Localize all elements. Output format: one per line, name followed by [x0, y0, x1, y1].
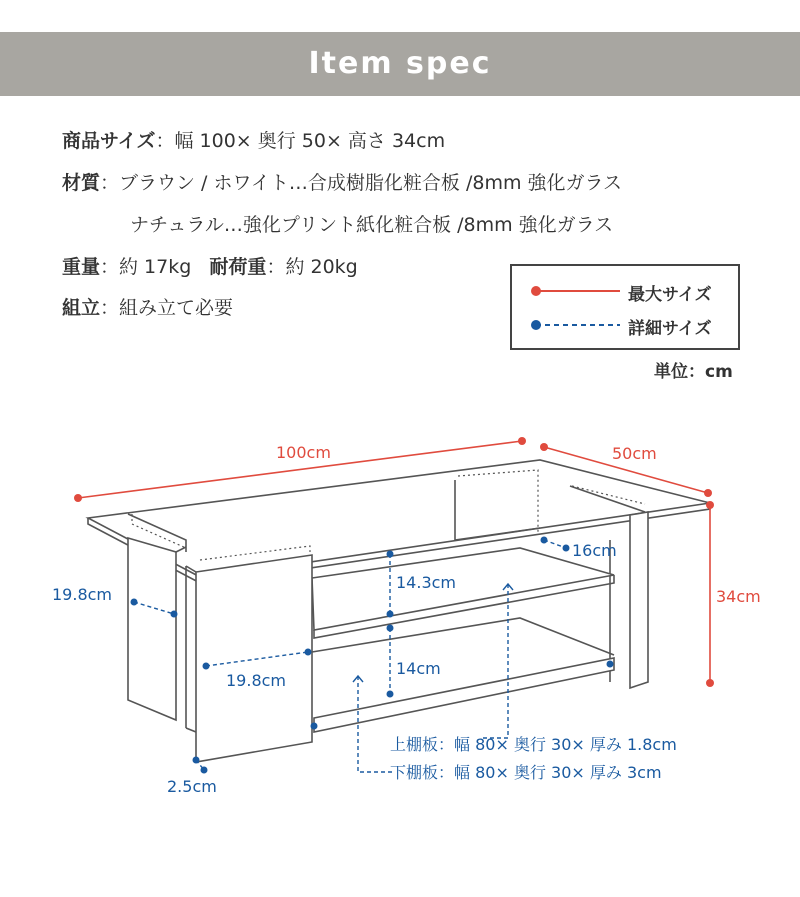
section-title-banner: Item spec — [0, 32, 800, 96]
detail-dot — [193, 757, 200, 764]
lower-shelf-front — [314, 658, 614, 732]
width-dim-dot-right — [518, 437, 526, 445]
detail-dot — [203, 663, 210, 670]
detail-dot — [541, 537, 548, 544]
detail-dot — [563, 545, 570, 552]
spec-size-value: ：幅 100× 奥行 50× 高さ 34cm — [155, 130, 446, 152]
front-left-panel — [196, 555, 312, 762]
upper-shelf-spec: 上棚板：幅 80× 奥行 30× 厚み 1.8cm — [390, 735, 677, 754]
lower-shelf-spec: 下棚板：幅 80× 奥行 30× 厚み 3cm — [390, 763, 662, 782]
glass-top — [88, 460, 710, 578]
spec-material-value-1: ：ブラウン / ホワイト…合成樹脂化粧合板 /8mm 強化ガラス — [100, 172, 622, 194]
front-width-label: 19.8cm — [226, 671, 287, 690]
height-dim-dot-bottom — [706, 679, 714, 687]
unit-label: 単位：cm — [654, 362, 733, 382]
right-side-panel — [630, 512, 648, 688]
detail-dot — [171, 611, 178, 618]
depth-dim-dot-left — [540, 443, 548, 451]
lower-shelf-top — [312, 618, 614, 655]
spec-load-label: 耐荷重 — [209, 256, 267, 278]
lower-gap-label: 14cm — [396, 659, 441, 678]
detail-dot — [131, 599, 138, 606]
depth-label: 50cm — [612, 444, 657, 463]
detail-dot — [201, 767, 208, 774]
inner-depth-line — [544, 540, 566, 548]
detail-dot — [305, 649, 312, 656]
panel-thickness-label: 2.5cm — [167, 777, 217, 796]
spec-material-value-2: ナチュラル…強化プリント紙化粧合板 /8mm 強化ガラス — [130, 214, 614, 236]
spec-weight-label: 重量 — [62, 256, 101, 278]
table-drawing — [88, 460, 710, 762]
spec-weight-value: ：約 17kg — [100, 256, 192, 278]
legend-detail-size-label: 詳細サイズ — [628, 319, 712, 339]
spec-load-value: ：約 20kg — [266, 256, 358, 278]
detail-dot — [607, 661, 614, 668]
side-width-label: 19.8cm — [52, 585, 113, 604]
detail-dot — [311, 723, 318, 730]
detail-dot — [387, 551, 394, 558]
detail-dot — [387, 625, 394, 632]
depth-dim-dot-right — [704, 489, 712, 497]
width-dim-dot-left — [74, 494, 82, 502]
width-label: 100cm — [276, 443, 331, 462]
height-label: 34cm — [716, 587, 761, 606]
spec-material-label: 材質 — [62, 172, 101, 194]
left-side-panel — [128, 538, 176, 720]
spec-assembly-value: ：組み立て必要 — [100, 297, 234, 319]
upper-gap-label: 14.3cm — [396, 573, 457, 592]
front-left-panel-bottom — [186, 728, 196, 732]
lower-shelf-leader — [358, 676, 392, 772]
spec-assembly-label: 組立 — [62, 297, 101, 319]
legend-max-size-label: 最大サイズ — [628, 285, 712, 305]
height-dim-dot-top — [706, 501, 714, 509]
inner-depth-label: 16cm — [572, 541, 617, 560]
detail-dot — [387, 691, 394, 698]
spec-size-label: 商品サイズ — [62, 130, 156, 152]
detail-dot — [387, 611, 394, 618]
